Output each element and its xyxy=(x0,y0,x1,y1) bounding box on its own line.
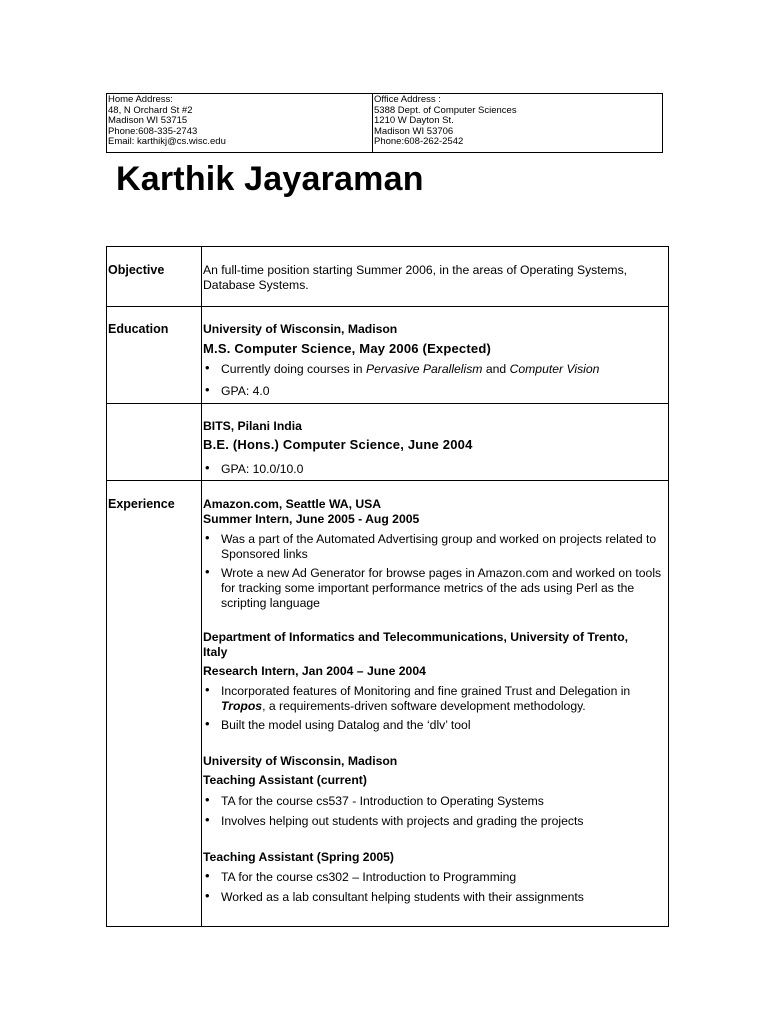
home-address-line2: Madison WI 53715 xyxy=(108,115,188,127)
objective-label: Objective xyxy=(108,263,165,277)
home-address xyxy=(107,94,373,152)
bullet-icon: • xyxy=(205,564,210,579)
office-address-heading: Office Address : xyxy=(374,94,441,105)
row-divider xyxy=(107,306,668,307)
exp-trento-org-line1: Department of Informatics and Telecommunications, University of Trento, xyxy=(203,630,629,644)
exp-trento-role: Research Intern, Jan 2004 – June 2004 xyxy=(203,664,426,678)
edu-uw-school: University of Wisconsin, Madison xyxy=(203,322,398,336)
text-line: TA for the course cs302 – Introduction to Programming xyxy=(221,870,517,884)
objective-line2: Database Systems. xyxy=(203,278,309,292)
experience-label: Experience xyxy=(108,497,175,511)
course-name: Pervasive Parallelism xyxy=(365,362,483,376)
text-line: Worked as a lab consultant helping students with their assignments xyxy=(221,890,584,904)
edu-uw-degree: M.S. Computer Science, May 2006 (Expected) xyxy=(203,341,491,356)
bullet-icon: • xyxy=(205,716,210,731)
exp-trento-org-line2: Italy xyxy=(203,645,228,659)
text-line: Wrote a new Ad Generator for browse pages in Amazon.com and worked on tools xyxy=(221,566,662,580)
office-address xyxy=(373,94,662,152)
exp-amazon-company: Amazon.com, Seattle WA, USA xyxy=(203,497,382,511)
gpa-text: GPA: 10.0/10.0 xyxy=(221,462,304,476)
row-divider xyxy=(107,403,668,404)
objective-line1: An full-time position starting Summer 2006, in the areas of Operating Systems, xyxy=(203,263,628,277)
text-line: Sponsored links xyxy=(221,547,308,561)
edu-bits-degree: B.E. (Hons.) Computer Science, June 2004 xyxy=(203,437,473,452)
text-line: Built the model using Datalog and the ‘dlv’ tool xyxy=(221,718,471,732)
exp-uwta-role: Teaching Assistant (current) xyxy=(203,773,367,787)
text-span: and xyxy=(482,362,510,376)
text-line: Involves helping out students with projects and grading the projects xyxy=(221,814,584,828)
text-span: Currently doing courses in xyxy=(221,362,366,376)
text-line: Was a part of the Automated Advertising group and worked on projects related to xyxy=(221,532,657,546)
home-email: Email: karthikj@cs.wisc.edu xyxy=(108,136,226,148)
bullet-icon: • xyxy=(205,360,210,375)
row-divider xyxy=(107,480,668,481)
home-address-heading: Home Address: xyxy=(108,94,173,105)
home-address-line1: 48, N Orchard St #2 xyxy=(108,104,193,116)
exp-uwta-school: University of Wisconsin, Madison xyxy=(203,754,398,768)
bullet-icon: • xyxy=(205,682,210,697)
text-line xyxy=(221,699,630,714)
exp-uwta2005-role: Teaching Assistant (Spring 2005) xyxy=(203,850,394,864)
education-label: Education xyxy=(108,322,169,336)
resume-table xyxy=(106,246,669,927)
home-phone: Phone:608-335-2743 xyxy=(108,125,198,137)
gpa-text: GPA: 4.0 xyxy=(221,384,270,398)
text-span: , a requirements-driven software development methodology. xyxy=(262,699,586,713)
bullet-icon: • xyxy=(205,530,210,545)
course-name: Computer Vision xyxy=(509,362,600,376)
text-line: scripting language xyxy=(221,596,320,610)
column-divider xyxy=(201,247,202,926)
tropos-name: Tropos xyxy=(221,699,263,713)
address-table xyxy=(106,93,663,153)
bullet-icon: • xyxy=(205,888,210,903)
office-address-line3: Madison WI 53706 xyxy=(374,125,454,137)
candidate-name: Karthik Jayaraman xyxy=(116,160,424,198)
text-line: for tracking some important performance metrics of the ads using Perl as the xyxy=(221,581,635,595)
office-phone: Phone:608-262-2542 xyxy=(374,136,464,148)
edu-bits-school: BITS, Pilani India xyxy=(203,419,302,433)
text-line: Incorporated features of Monitoring and fine grained Trust and Delegation in xyxy=(221,684,631,698)
bullet-icon: • xyxy=(205,382,210,397)
office-address-line2: 1210 W Dayton St. xyxy=(374,115,454,127)
office-address-line1: 5388 Dept. of Computer Sciences xyxy=(374,104,517,116)
bullet-icon: • xyxy=(205,460,210,475)
bullet-icon: • xyxy=(205,868,210,883)
exp-amazon-role: Summer Intern, June 2005 - Aug 2005 xyxy=(203,512,420,526)
bullet-icon: • xyxy=(205,812,210,827)
bullet-icon: • xyxy=(205,792,210,807)
text-line: TA for the course cs537 - Introduction to Operating Systems xyxy=(221,794,544,808)
